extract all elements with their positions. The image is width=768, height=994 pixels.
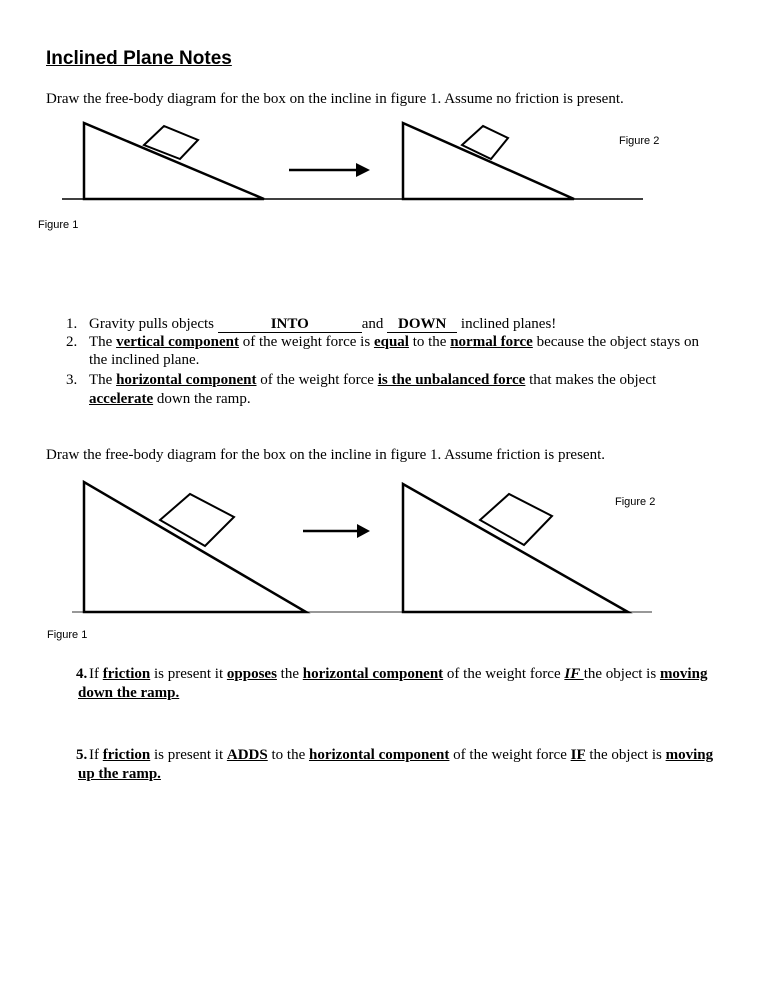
incline-figure1: [84, 123, 264, 199]
list-item-4: 4. If friction is present it opposes the horizontal component of the weight force IF the object is moving: [76, 666, 708, 682]
figure1-label: Figure 1: [38, 219, 79, 231]
item-number: 4.: [76, 666, 88, 682]
list-item-4-line2: down the ramp.: [78, 685, 180, 701]
incline-figure2: [403, 484, 628, 612]
box-on-incline-figure1: [144, 126, 198, 159]
keyword: moving: [665, 747, 714, 763]
keyword: horizontal component: [308, 747, 450, 763]
item-number: 1.: [66, 316, 78, 332]
keyword: is the unbalanced force: [377, 372, 526, 388]
answer-blank-down: DOWN: [387, 316, 457, 333]
box-on-incline-figure2: [462, 126, 508, 159]
keyword: opposes: [226, 666, 277, 682]
incline-figure1: [84, 482, 306, 612]
figure1-label: Figure 1: [47, 629, 88, 641]
keyword: normal force: [450, 334, 533, 350]
section2-instruction: Draw the free-body diagram for the box on the incline in figure 1. Assume friction is present.: [46, 447, 606, 463]
figure2-label: Figure 2: [615, 496, 656, 508]
item-number: 3.: [66, 372, 78, 388]
arrow-head-icon: [356, 163, 370, 177]
item-number: 5.: [76, 747, 88, 763]
list-item-1: 1. Gravity pulls objects INTO and DOWN inclined planes!: [66, 316, 557, 332]
page-title: Inclined Plane Notes: [46, 48, 232, 69]
box-on-incline-figure1: [160, 494, 234, 546]
keyword: friction: [102, 666, 151, 682]
keyword: friction: [102, 747, 151, 763]
keyword: IF: [564, 666, 584, 682]
keyword: moving: [659, 666, 708, 682]
incline-figure2: [403, 123, 574, 199]
box-figure1: [145, 124, 188, 161]
incline-diagram-no-friction: [0, 118, 768, 208]
answer-blank-into: INTO: [218, 316, 362, 333]
figure2-label: Figure 2: [619, 135, 660, 147]
list-item-3-line2: accelerate down the ramp.: [89, 391, 251, 407]
keyword: vertical component: [116, 334, 239, 350]
list-item-5-line2: up the ramp.: [78, 766, 161, 782]
list-item-3: 3. The horizontal component of the weight force is the unbalanced force that makes the object: [66, 372, 657, 388]
keyword: ADDS: [226, 747, 268, 763]
arrow-head-icon: [357, 524, 370, 538]
section1-instruction: Draw the free-body diagram for the box on the incline in figure 1. Assume no friction is present.: [46, 91, 624, 107]
keyword: equal: [373, 334, 409, 350]
keyword: horizontal component: [302, 666, 444, 682]
list-item-2-line2: the inclined plane.: [89, 352, 200, 368]
keyword: IF: [570, 747, 586, 763]
list-item-2: 2. The vertical component of the weight force is equal to the normal force because the object stays on: [66, 334, 700, 350]
item-number: 2.: [66, 334, 78, 350]
box-on-incline-figure2: [480, 494, 552, 545]
list-item-5: 5. If friction is present it ADDS to the horizontal component of the weight force IF the object is moving: [76, 747, 714, 763]
keyword: accelerate: [89, 391, 154, 407]
keyword: horizontal component: [116, 372, 257, 388]
